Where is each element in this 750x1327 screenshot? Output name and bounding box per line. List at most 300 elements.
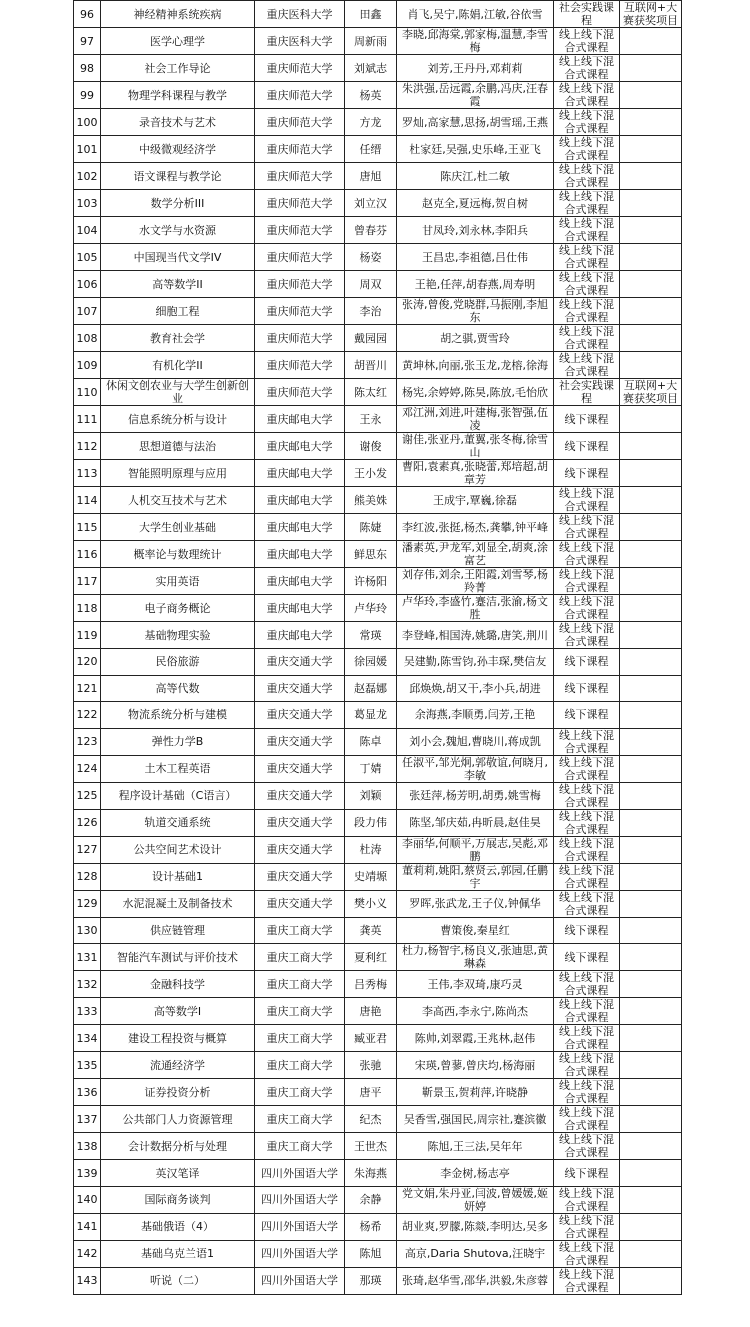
university-cell: 重庆师范大学: [255, 379, 345, 406]
table-row: [74, 1025, 682, 1052]
table-row: [74, 917, 682, 944]
table-row: [74, 217, 682, 244]
university-cell: 四川外国语大学: [255, 1240, 345, 1267]
row-number-cell: 103: [74, 190, 101, 217]
team-members-cell: 卢华玲,李盛竹,蹇洁,张渝,杨文胜: [397, 595, 554, 622]
remark-cell: [620, 1025, 682, 1052]
course-name-cell: 大学生创业基础: [101, 514, 255, 541]
team-members-cell: 李高西,李永宁,陈尚杰: [397, 998, 554, 1025]
course-name-cell: 弹性力学B: [101, 728, 255, 755]
university-cell: 重庆师范大学: [255, 325, 345, 352]
row-number-cell: 135: [74, 1052, 101, 1079]
course-name-cell: 民俗旅游: [101, 649, 255, 676]
remark-cell: [620, 460, 682, 487]
university-cell: 重庆师范大学: [255, 271, 345, 298]
course-type-cell: 线上线下混合式课程: [554, 782, 620, 809]
course-name-cell: 物流系统分析与建模: [101, 702, 255, 729]
table-row: [74, 1106, 682, 1133]
row-number-cell: 121: [74, 675, 101, 702]
course-leader-cell: 杨希: [345, 1213, 397, 1240]
university-cell: 重庆工商大学: [255, 1079, 345, 1106]
university-cell: 重庆邮电大学: [255, 433, 345, 460]
university-cell: 重庆工商大学: [255, 917, 345, 944]
remark-cell: [620, 755, 682, 782]
course-type-cell: 线上线下混合式课程: [554, 1106, 620, 1133]
university-cell: 重庆师范大学: [255, 55, 345, 82]
course-type-cell: 线上线下混合式课程: [554, 136, 620, 163]
course-leader-cell: 卢华玲: [345, 595, 397, 622]
university-cell: 重庆交通大学: [255, 809, 345, 836]
course-leader-cell: 唐平: [345, 1079, 397, 1106]
row-number-cell: 140: [74, 1186, 101, 1213]
course-leader-cell: 杜涛: [345, 836, 397, 863]
course-name-cell: 信息系统分析与设计: [101, 406, 255, 433]
team-members-cell: 甘凤玲,刘永林,李阳兵: [397, 217, 554, 244]
course-name-cell: 基础乌克兰语1: [101, 1240, 255, 1267]
university-cell: 重庆工商大学: [255, 1052, 345, 1079]
table-row: [74, 971, 682, 998]
course-type-cell: 线下课程: [554, 702, 620, 729]
course-type-cell: 线上线下混合式课程: [554, 109, 620, 136]
row-number-cell: 136: [74, 1079, 101, 1106]
course-leader-cell: 常瑛: [345, 622, 397, 649]
team-members-cell: 杜家廷,吴强,史乐峰,王亚飞: [397, 136, 554, 163]
remark-cell: [620, 836, 682, 863]
remark-cell: [620, 163, 682, 190]
course-name-cell: 中级微观经济学: [101, 136, 255, 163]
team-members-cell: 黄坤林,向丽,张玉龙,龙榕,徐海: [397, 352, 554, 379]
table-row: [74, 1240, 682, 1267]
course-name-cell: 语文课程与教学论: [101, 163, 255, 190]
team-members-cell: 余海燕,李顺勇,闫芳,王艳: [397, 702, 554, 729]
table-row: [74, 460, 682, 487]
course-leader-cell: 丁婧: [345, 755, 397, 782]
university-cell: 重庆交通大学: [255, 649, 345, 676]
course-name-cell: 水泥混凝土及制备技术: [101, 890, 255, 917]
remark-cell: [620, 433, 682, 460]
remark-cell: [620, 675, 682, 702]
remark-cell: [620, 917, 682, 944]
team-members-cell: 谢佳,张亚丹,董翼,张冬梅,徐雪山: [397, 433, 554, 460]
university-cell: 重庆交通大学: [255, 890, 345, 917]
table-row: [74, 271, 682, 298]
course-name-cell: 智能汽车测试与评价技术: [101, 944, 255, 971]
team-members-cell: 曹阳,袁素真,张晓蕾,郑培超,胡章芳: [397, 460, 554, 487]
team-members-cell: 陈旭,王三法,吴年年: [397, 1133, 554, 1160]
course-name-cell: 供应链管理: [101, 917, 255, 944]
team-members-cell: 曹策俊,秦星红: [397, 917, 554, 944]
remark-cell: [620, 190, 682, 217]
remark-cell: [620, 971, 682, 998]
course-leader-cell: 许杨阳: [345, 568, 397, 595]
university-cell: 重庆师范大学: [255, 136, 345, 163]
course-type-cell: 线下课程: [554, 433, 620, 460]
table-row: [74, 379, 682, 406]
row-number-cell: 142: [74, 1240, 101, 1267]
course-leader-cell: 徐园媛: [345, 649, 397, 676]
row-number-cell: 127: [74, 836, 101, 863]
course-type-cell: 线上线下混合式课程: [554, 244, 620, 271]
course-name-cell: 思想道德与法治: [101, 433, 255, 460]
university-cell: 重庆工商大学: [255, 1025, 345, 1052]
table-row: [74, 1079, 682, 1106]
table-row: [74, 298, 682, 325]
team-members-cell: 胡之骐,贾雪玲: [397, 325, 554, 352]
table-row: [74, 702, 682, 729]
row-number-cell: 128: [74, 863, 101, 890]
remark-cell: [620, 863, 682, 890]
course-type-cell: 线下课程: [554, 460, 620, 487]
university-cell: 重庆邮电大学: [255, 487, 345, 514]
remark-cell: 互联网+大赛获奖项目: [620, 1, 682, 28]
university-cell: 重庆工商大学: [255, 944, 345, 971]
course-type-cell: 线上线下混合式课程: [554, 809, 620, 836]
course-type-cell: 线上线下混合式课程: [554, 622, 620, 649]
team-members-cell: 张涛,曾俊,党晓群,马振刚,李旭东: [397, 298, 554, 325]
row-number-cell: 124: [74, 755, 101, 782]
course-type-cell: 线上线下混合式课程: [554, 1267, 620, 1294]
course-leader-cell: 周双: [345, 271, 397, 298]
course-type-cell: 线上线下混合式课程: [554, 82, 620, 109]
course-leader-cell: 王小发: [345, 460, 397, 487]
course-name-cell: 高等数学II: [101, 271, 255, 298]
course-type-cell: 线上线下混合式课程: [554, 1079, 620, 1106]
university-cell: 重庆师范大学: [255, 244, 345, 271]
course-leader-cell: 臧亚君: [345, 1025, 397, 1052]
course-name-cell: 中国现当代文学IV: [101, 244, 255, 271]
course-type-cell: 线上线下混合式课程: [554, 28, 620, 55]
course-name-cell: 证券投资分析: [101, 1079, 255, 1106]
course-list-table: [73, 0, 682, 1295]
university-cell: 重庆医科大学: [255, 28, 345, 55]
row-number-cell: 113: [74, 460, 101, 487]
row-number-cell: 120: [74, 649, 101, 676]
remark-cell: 互联网+大赛获奖项目: [620, 379, 682, 406]
row-number-cell: 109: [74, 352, 101, 379]
course-list-body: [74, 1, 682, 1295]
team-members-cell: 李红波,张挺,杨杰,龚攀,钟平峰: [397, 514, 554, 541]
course-type-cell: 线下课程: [554, 917, 620, 944]
course-leader-cell: 史靖塬: [345, 863, 397, 890]
team-members-cell: 高京,Daria Shutova,汪晓宇: [397, 1240, 554, 1267]
course-type-cell: 线上线下混合式课程: [554, 755, 620, 782]
remark-cell: [620, 136, 682, 163]
course-name-cell: 休闲文创农业与大学生创新创业: [101, 379, 255, 406]
course-type-cell: 线上线下混合式课程: [554, 163, 620, 190]
row-number-cell: 125: [74, 782, 101, 809]
row-number-cell: 105: [74, 244, 101, 271]
table-row: [74, 406, 682, 433]
course-type-cell: 线上线下混合式课程: [554, 1133, 620, 1160]
course-leader-cell: 田鑫: [345, 1, 397, 28]
row-number-cell: 139: [74, 1160, 101, 1187]
team-members-cell: 陈帅,刘翠霞,王兆林,赵伟: [397, 1025, 554, 1052]
course-name-cell: 基础物理实验: [101, 622, 255, 649]
row-number-cell: 134: [74, 1025, 101, 1052]
course-name-cell: 高等数学I: [101, 998, 255, 1025]
course-leader-cell: 李治: [345, 298, 397, 325]
team-members-cell: 王伟,李双琦,康巧灵: [397, 971, 554, 998]
university-cell: 重庆交通大学: [255, 782, 345, 809]
course-leader-cell: 方龙: [345, 109, 397, 136]
course-name-cell: 国际商务谈判: [101, 1186, 255, 1213]
course-leader-cell: 胡晋川: [345, 352, 397, 379]
course-name-cell: 高等代数: [101, 675, 255, 702]
remark-cell: [620, 944, 682, 971]
course-name-cell: 听说（二）: [101, 1267, 255, 1294]
remark-cell: [620, 595, 682, 622]
course-name-cell: 土木工程英语: [101, 755, 255, 782]
course-leader-cell: 陈婕: [345, 514, 397, 541]
row-number-cell: 133: [74, 998, 101, 1025]
course-leader-cell: 任缙: [345, 136, 397, 163]
course-leader-cell: 杨英: [345, 82, 397, 109]
university-cell: 重庆交通大学: [255, 863, 345, 890]
row-number-cell: 106: [74, 271, 101, 298]
university-cell: 重庆邮电大学: [255, 460, 345, 487]
course-type-cell: 线上线下混合式课程: [554, 541, 620, 568]
course-type-cell: 线上线下混合式课程: [554, 55, 620, 82]
table-row: [74, 782, 682, 809]
remark-cell: [620, 109, 682, 136]
remark-cell: [620, 782, 682, 809]
remark-cell: [620, 622, 682, 649]
row-number-cell: 107: [74, 298, 101, 325]
course-type-cell: 线下课程: [554, 649, 620, 676]
remark-cell: [620, 702, 682, 729]
course-type-cell: 线下课程: [554, 675, 620, 702]
row-number-cell: 117: [74, 568, 101, 595]
course-name-cell: 会计数据分析与处理: [101, 1133, 255, 1160]
team-members-cell: 党文娟,朱丹亚,闫波,曾媛媛,姬妍婷: [397, 1186, 554, 1213]
course-name-cell: 英汉笔译: [101, 1160, 255, 1187]
course-name-cell: 教育社会学: [101, 325, 255, 352]
row-number-cell: 101: [74, 136, 101, 163]
course-name-cell: 人机交互技术与艺术: [101, 487, 255, 514]
course-leader-cell: 陈太红: [345, 379, 397, 406]
remark-cell: [620, 998, 682, 1025]
row-number-cell: 114: [74, 487, 101, 514]
team-members-cell: 杜力,杨智宇,杨良义,张迪思,黄琳森: [397, 944, 554, 971]
team-members-cell: 李丽华,何顺平,万展志,吴彪,邓鹏: [397, 836, 554, 863]
course-leader-cell: 曾春芬: [345, 217, 397, 244]
table-row: [74, 55, 682, 82]
row-number-cell: 137: [74, 1106, 101, 1133]
table-row: [74, 649, 682, 676]
row-number-cell: 99: [74, 82, 101, 109]
course-name-cell: 电子商务概论: [101, 595, 255, 622]
team-members-cell: 胡业爽,罗朦,陈燚,李明达,吴多: [397, 1213, 554, 1240]
course-type-cell: 线上线下混合式课程: [554, 1186, 620, 1213]
course-name-cell: 设计基础1: [101, 863, 255, 890]
team-members-cell: 朱洪强,岳远霞,余鹏,冯庆,汪春霞: [397, 82, 554, 109]
university-cell: 重庆师范大学: [255, 190, 345, 217]
course-name-cell: 水文学与水资源: [101, 217, 255, 244]
university-cell: 四川外国语大学: [255, 1160, 345, 1187]
team-members-cell: 刘存伟,刘余,王阳霞,刘雪琴,杨羚菁: [397, 568, 554, 595]
course-leader-cell: 樊小义: [345, 890, 397, 917]
course-type-cell: 线上线下混合式课程: [554, 568, 620, 595]
remark-cell: [620, 809, 682, 836]
course-leader-cell: 龚英: [345, 917, 397, 944]
course-type-cell: 线上线下混合式课程: [554, 190, 620, 217]
table-row: [74, 595, 682, 622]
university-cell: 重庆交通大学: [255, 675, 345, 702]
team-members-cell: 赵克全,夏远梅,贺自树: [397, 190, 554, 217]
row-number-cell: 131: [74, 944, 101, 971]
team-members-cell: 肖飞,吴宁,陈娟,江敏,谷依雪: [397, 1, 554, 28]
university-cell: 重庆医科大学: [255, 1, 345, 28]
table-row: [74, 728, 682, 755]
course-name-cell: 建设工程投资与概算: [101, 1025, 255, 1052]
course-leader-cell: 王永: [345, 406, 397, 433]
remark-cell: [620, 1213, 682, 1240]
university-cell: 重庆邮电大学: [255, 595, 345, 622]
row-number-cell: 97: [74, 28, 101, 55]
course-type-cell: 线上线下混合式课程: [554, 836, 620, 863]
table-row: [74, 755, 682, 782]
team-members-cell: 吴建勤,陈雪钧,孙丰琛,樊信友: [397, 649, 554, 676]
row-number-cell: 98: [74, 55, 101, 82]
row-number-cell: 130: [74, 917, 101, 944]
table-row: [74, 836, 682, 863]
team-members-cell: 张廷萍,杨芳明,胡勇,姚雪梅: [397, 782, 554, 809]
team-members-cell: 杨宪,余婷婷,陈昊,陈放,毛怡欣: [397, 379, 554, 406]
remark-cell: [620, 514, 682, 541]
table-row: [74, 890, 682, 917]
team-members-cell: 李晓,邱海棠,郭家梅,温慧,李雪梅: [397, 28, 554, 55]
university-cell: 重庆师范大学: [255, 352, 345, 379]
course-name-cell: 医学心理学: [101, 28, 255, 55]
university-cell: 重庆师范大学: [255, 163, 345, 190]
course-leader-cell: 熊美姝: [345, 487, 397, 514]
course-leader-cell: 刘斌志: [345, 55, 397, 82]
table-row: [74, 352, 682, 379]
row-number-cell: 129: [74, 890, 101, 917]
university-cell: 重庆交通大学: [255, 728, 345, 755]
remark-cell: [620, 541, 682, 568]
table-row: [74, 82, 682, 109]
row-number-cell: 132: [74, 971, 101, 998]
course-type-cell: 线上线下混合式课程: [554, 325, 620, 352]
table-row: [74, 109, 682, 136]
row-number-cell: 123: [74, 728, 101, 755]
table-row: [74, 514, 682, 541]
remark-cell: [620, 1079, 682, 1106]
table-row: [74, 944, 682, 971]
row-number-cell: 112: [74, 433, 101, 460]
university-cell: 四川外国语大学: [255, 1186, 345, 1213]
course-type-cell: 线上线下混合式课程: [554, 217, 620, 244]
course-name-cell: 细胞工程: [101, 298, 255, 325]
remark-cell: [620, 325, 682, 352]
row-number-cell: 111: [74, 406, 101, 433]
course-name-cell: 录音技术与艺术: [101, 109, 255, 136]
remark-cell: [620, 1160, 682, 1187]
row-number-cell: 110: [74, 379, 101, 406]
remark-cell: [620, 1267, 682, 1294]
course-leader-cell: 谢俊: [345, 433, 397, 460]
university-cell: 重庆邮电大学: [255, 541, 345, 568]
table-row: [74, 1267, 682, 1294]
course-leader-cell: 周新雨: [345, 28, 397, 55]
row-number-cell: 100: [74, 109, 101, 136]
table-row: [74, 1133, 682, 1160]
course-type-cell: 线上线下混合式课程: [554, 971, 620, 998]
table-row: [74, 998, 682, 1025]
university-cell: 重庆邮电大学: [255, 514, 345, 541]
course-name-cell: 智能照明原理与应用: [101, 460, 255, 487]
course-name-cell: 轨道交通系统: [101, 809, 255, 836]
remark-cell: [620, 649, 682, 676]
team-members-cell: 罗晖,张武龙,王子仪,钟佩华: [397, 890, 554, 917]
course-name-cell: 流通经济学: [101, 1052, 255, 1079]
team-members-cell: 刘芳,王丹丹,邓莉莉: [397, 55, 554, 82]
team-members-cell: 陈庆江,杜二敏: [397, 163, 554, 190]
course-type-cell: 线上线下混合式课程: [554, 1240, 620, 1267]
course-leader-cell: 陈旭: [345, 1240, 397, 1267]
course-name-cell: 有机化学II: [101, 352, 255, 379]
table-row: [74, 809, 682, 836]
university-cell: 重庆交通大学: [255, 836, 345, 863]
university-cell: 四川外国语大学: [255, 1213, 345, 1240]
course-type-cell: 线上线下混合式课程: [554, 298, 620, 325]
row-number-cell: 138: [74, 1133, 101, 1160]
row-number-cell: 96: [74, 1, 101, 28]
row-number-cell: 115: [74, 514, 101, 541]
table-row: [74, 190, 682, 217]
university-cell: 重庆工商大学: [255, 1133, 345, 1160]
remark-cell: [620, 487, 682, 514]
remark-cell: [620, 1186, 682, 1213]
remark-cell: [620, 1133, 682, 1160]
remark-cell: [620, 1240, 682, 1267]
remark-cell: [620, 352, 682, 379]
row-number-cell: 104: [74, 217, 101, 244]
university-cell: 重庆师范大学: [255, 82, 345, 109]
table-row: [74, 28, 682, 55]
table-row: [74, 1052, 682, 1079]
course-leader-cell: 张驰: [345, 1052, 397, 1079]
table-row: [74, 1, 682, 28]
table-row: [74, 1213, 682, 1240]
course-leader-cell: 鲜思东: [345, 541, 397, 568]
course-name-cell: 程序设计基础（C语言）: [101, 782, 255, 809]
university-cell: 重庆邮电大学: [255, 406, 345, 433]
course-leader-cell: 刘颖: [345, 782, 397, 809]
course-type-cell: 线上线下混合式课程: [554, 863, 620, 890]
course-name-cell: 概率论与数理统计: [101, 541, 255, 568]
course-leader-cell: 那瑛: [345, 1267, 397, 1294]
course-type-cell: 线上线下混合式课程: [554, 271, 620, 298]
course-leader-cell: 王世杰: [345, 1133, 397, 1160]
table-row: [74, 541, 682, 568]
course-leader-cell: 刘立汉: [345, 190, 397, 217]
course-type-cell: 线上线下混合式课程: [554, 890, 620, 917]
course-leader-cell: 夏利红: [345, 944, 397, 971]
team-members-cell: 王艳,任萍,胡春燕,周寿明: [397, 271, 554, 298]
row-number-cell: 102: [74, 163, 101, 190]
table-row: [74, 244, 682, 271]
course-leader-cell: 纪杰: [345, 1106, 397, 1133]
row-number-cell: 143: [74, 1267, 101, 1294]
table-row: [74, 433, 682, 460]
course-leader-cell: 杨姿: [345, 244, 397, 271]
course-type-cell: 线上线下混合式课程: [554, 1213, 620, 1240]
course-type-cell: 线下课程: [554, 1160, 620, 1187]
course-type-cell: 线上线下混合式课程: [554, 728, 620, 755]
row-number-cell: 116: [74, 541, 101, 568]
